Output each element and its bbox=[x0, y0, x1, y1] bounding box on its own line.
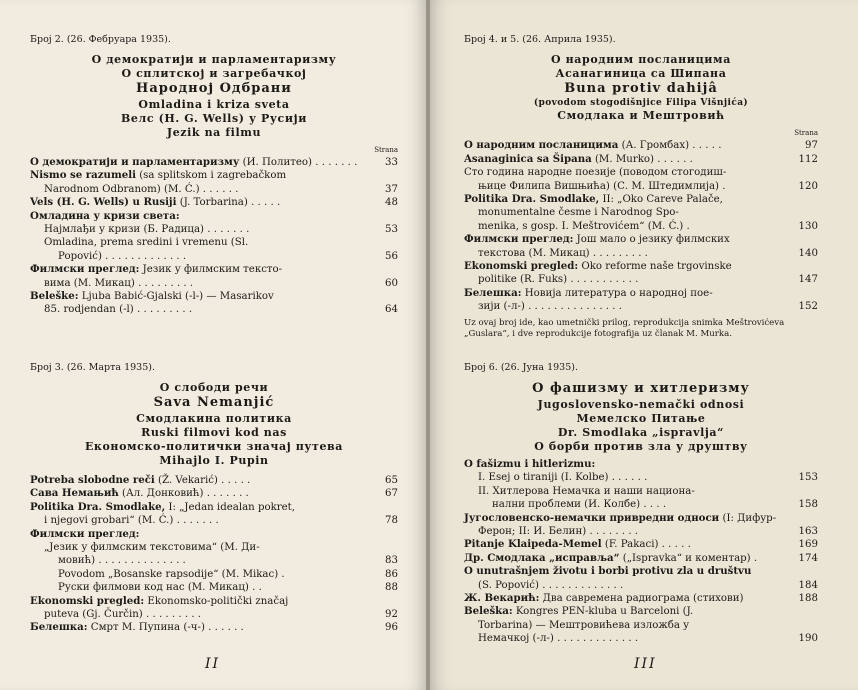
page-number: 92 bbox=[385, 609, 398, 621]
issue-6-block bbox=[464, 362, 818, 646]
toc-entry: Белешка: Смрт М. Пупина (-ч-) . . . . . . 96 bbox=[30, 621, 398, 634]
toc-entry: Ж. Векарић: Два савремена радиограма (стихови) 188 bbox=[464, 592, 818, 604]
page-number: 188 bbox=[798, 593, 818, 604]
toc-entries bbox=[464, 139, 818, 313]
toc-entry: O unutrašnjem životu i borbi protivu zla u društvu (S. Popović) . . . . . . . . . . . . . 184 bbox=[464, 565, 818, 591]
toc-section: Омладина у кризи света: bbox=[30, 209, 180, 222]
page-number: 60 bbox=[385, 277, 398, 289]
page-number: 67 bbox=[385, 488, 398, 500]
toc-entry: Nismo se razumeli (sa splitskom i zagrebačkom Narodnom Odbranom) (M. Ć.) . . . . . . 37 bbox=[30, 169, 398, 195]
page-number: 184 bbox=[798, 579, 818, 591]
toc-entry: Politika Dra. Smodlake, I: „Jedan idealan pokret, i njegovi grobari“ (M. Ć.) . . . . . . . 78 bbox=[30, 500, 398, 527]
title-line: (povodom stogodišnjice Filipa Višnjića) bbox=[533, 97, 749, 108]
title-line: О сплитској и загребачкој bbox=[121, 67, 307, 81]
toc-entry: Др. Смодлака „исправља“ („Ispravka“ и коментар) . 174 bbox=[464, 551, 818, 564]
page-number: 53 bbox=[385, 224, 398, 236]
title-line: Buna protiv dahijâ bbox=[564, 81, 718, 97]
page-number: 147 bbox=[798, 274, 818, 286]
page-number: 174 bbox=[798, 552, 818, 564]
strana-label: Strana bbox=[794, 129, 818, 138]
toc-entry: Beleška: Kongres PEN-kluba u Barceloni (J. Torbarina) — Мештровићева изложба у Немачкој (-л-) . . . . . . . . . . . . . 190 bbox=[464, 605, 818, 645]
title-line: Omladina i kriza sveta bbox=[138, 97, 290, 111]
issue-titles bbox=[30, 53, 398, 140]
toc-section: O fašizmu i hitlerizmu: bbox=[464, 457, 596, 470]
issue-3-block bbox=[30, 362, 398, 635]
toc-entry: О демократији и парламентаризму (И. Политео) . . . . . . . 33 bbox=[30, 156, 398, 169]
title-line: О борби против зла у друштву bbox=[534, 439, 748, 453]
strana-label: Strana bbox=[374, 146, 398, 155]
issue-header: Број 3. (26. Марта 1935). bbox=[30, 362, 155, 373]
title-line: О народним посланицима bbox=[551, 53, 731, 66]
toc-entry: Politika Dra. Smodlake, II: „Oko Careve Palače, monumentalne česme i Narodnog Spo- menika, s gosp. I. Meštrovićem“ (M. Ć.) . 130 bbox=[464, 193, 818, 232]
page-number: 48 bbox=[385, 197, 398, 209]
issue-header: Број 4. и 5. (26. Априла 1935). bbox=[464, 34, 616, 45]
page-number: 88 bbox=[385, 582, 398, 594]
title-line: Dr. Smodlaka „ispravlja“ bbox=[557, 425, 725, 439]
issue-titles bbox=[30, 381, 398, 468]
title-line: Мемелско Питање bbox=[576, 411, 706, 425]
page-number: 169 bbox=[798, 539, 818, 551]
page-number: 120 bbox=[798, 180, 818, 192]
toc-entry: II. Хитлерова Немачка и наши национа- нални проблеми (И. Колбе) . . . . 158 bbox=[478, 485, 818, 511]
issue-header: Број 6. (26. Јуна 1935). bbox=[464, 362, 578, 373]
toc-entry: Југословенско-немачки привредни односи (I: Дифур- Ферон; II: И. Белин) . . . . . . . . 163 bbox=[464, 511, 818, 537]
title-line: Народној Одбрани bbox=[136, 81, 292, 97]
page-number: 190 bbox=[798, 633, 818, 645]
toc-entries bbox=[464, 458, 818, 646]
toc-entries bbox=[30, 156, 398, 317]
toc-entry: Asanaginica sa Šipana (M. Murko) . . . . . . 112 bbox=[464, 152, 818, 165]
toc-entry: „Језик у филмским текстовима“ (М. Ди- мовић) . . . . . . . . . . . . . . 83 bbox=[44, 542, 398, 567]
page-folio: III bbox=[634, 656, 657, 672]
title-line: Ruski filmovi kod nas bbox=[141, 425, 287, 439]
title-line: Jugoslovensko-nemački odnosi bbox=[537, 397, 745, 411]
page-number: 86 bbox=[385, 568, 398, 580]
toc-entry: Белешка: Новија литература о народној пое- зији (-л-) . . . . . . . . . . . . . . . 152 bbox=[464, 286, 818, 313]
toc-entry: Povodom „Bosanske rapsodije“ (M. Mikac) . 86 bbox=[58, 568, 398, 580]
page-number: 130 bbox=[798, 220, 818, 232]
toc-entry: Филмски преглед: Још мало о језику филмских текстова (М. Микац) . . . . . . . . . 140 bbox=[464, 233, 818, 259]
toc-entry: Сто година народне поезије (поводом стогодиш- њице Филипа Вишњића) (С. М. Штедимлија) . 120 bbox=[464, 167, 818, 192]
issue-2-block bbox=[30, 34, 398, 317]
title-line: О слободи речи bbox=[159, 381, 269, 394]
page-number: 78 bbox=[385, 515, 398, 527]
left-page bbox=[0, 0, 426, 690]
title-line: Смодлакина политика bbox=[136, 411, 292, 425]
title-line: О фашизму и хитлеризму bbox=[532, 381, 750, 396]
toc-section: Филмски преглед: bbox=[30, 527, 140, 540]
toc-entry: Руски филмови код нас (М. Микац) . . 88 bbox=[58, 582, 398, 594]
page-number: 153 bbox=[798, 472, 818, 484]
toc-entry: О народним посланицима (А. Громбах) . . . . . 97 bbox=[464, 139, 818, 152]
toc-entry: I. Esej o tiraniji (I. Kolbe) . . . . . . 153 bbox=[478, 472, 818, 484]
page-number: 56 bbox=[385, 250, 398, 262]
page-number: 163 bbox=[798, 525, 818, 537]
issue-titles bbox=[464, 381, 818, 454]
title-line: О демократији и парламентаризму bbox=[91, 53, 337, 66]
title-line: Jezik na filmu bbox=[166, 125, 262, 139]
page-number: 65 bbox=[385, 475, 398, 487]
toc-entry: Beleške: Ljuba Babić-Gjalski (-l-) — Masarikov 85. rodjendan (-l) . . . . . . . . . 64 bbox=[30, 290, 398, 316]
toc-entry: Филмски преглед: Језик у филмским тексто- вима (М. Микац) . . . . . . . . . 60 bbox=[30, 263, 398, 289]
title-line: Sava Nemanjić bbox=[153, 395, 275, 411]
toc-entry: Vels (H. G. Wells) u Rusiji (J. Torbarina) . . . . . 48 bbox=[30, 196, 398, 209]
toc-entry: Ekonomski pregled: Oko reforme naše trgovinske politike (R. Fuks) . . . . . . . . . . . 147 bbox=[464, 260, 818, 286]
issue-4-5-block bbox=[464, 34, 818, 340]
page-number: 112 bbox=[798, 153, 818, 165]
page-number: 152 bbox=[798, 301, 818, 313]
issue-header: Број 2. (26. Фебруара 1935). bbox=[30, 34, 171, 45]
toc-entry: Ekonomski pregled: Ekonomsko-politički značaj puteva (Gj. Čurčin) . . . . . . . . . 92 bbox=[30, 594, 398, 621]
page-number: 33 bbox=[385, 157, 398, 169]
right-page bbox=[430, 0, 858, 690]
title-line: Асанагиница са Шипана bbox=[555, 67, 727, 81]
toc-entries bbox=[30, 474, 398, 635]
page-number: 97 bbox=[805, 140, 818, 152]
title-line: Велс (H. G. Wells) у Русији bbox=[121, 111, 307, 125]
title-line: Mihajlo I. Pupin bbox=[159, 453, 269, 467]
page-number: 37 bbox=[385, 183, 398, 195]
page-number: 83 bbox=[385, 555, 398, 567]
title-line: Смодлака и Мештровић bbox=[557, 109, 725, 123]
page-folio: II bbox=[205, 656, 221, 672]
page-number: 64 bbox=[385, 304, 398, 316]
page-number: 140 bbox=[798, 247, 818, 259]
illustration-note: Uz ovaj broj ide, kao umetnički prilog, reprodukcija snimka Meštrovićeva „Guslara“, i dve reprodukcije fotografija uz članak M. Murka. bbox=[464, 317, 785, 340]
toc-entry: Pitanje Klaipeda-Memel (F. Pakaci) . . . . . 169 bbox=[464, 538, 818, 551]
toc-entry: Најмлађи у кризи (Б. Радица) . . . . . . . 53 bbox=[44, 224, 398, 236]
page-number: 158 bbox=[798, 499, 818, 511]
toc-entry: Omladina, prema sredini i vremenu (Sl. Popović) . . . . . . . . . . . . . 56 bbox=[44, 237, 398, 262]
toc-entry: Potreba slobodne reči (Ž. Vekarić) . . . . . 65 bbox=[30, 474, 398, 487]
toc-entry: Сава Немањић (Ал. Донковић) . . . . . . . 67 bbox=[30, 487, 398, 500]
page-number: 96 bbox=[385, 622, 398, 634]
title-line: Економско-политички значај путева bbox=[84, 439, 344, 453]
issue-titles bbox=[464, 53, 818, 123]
